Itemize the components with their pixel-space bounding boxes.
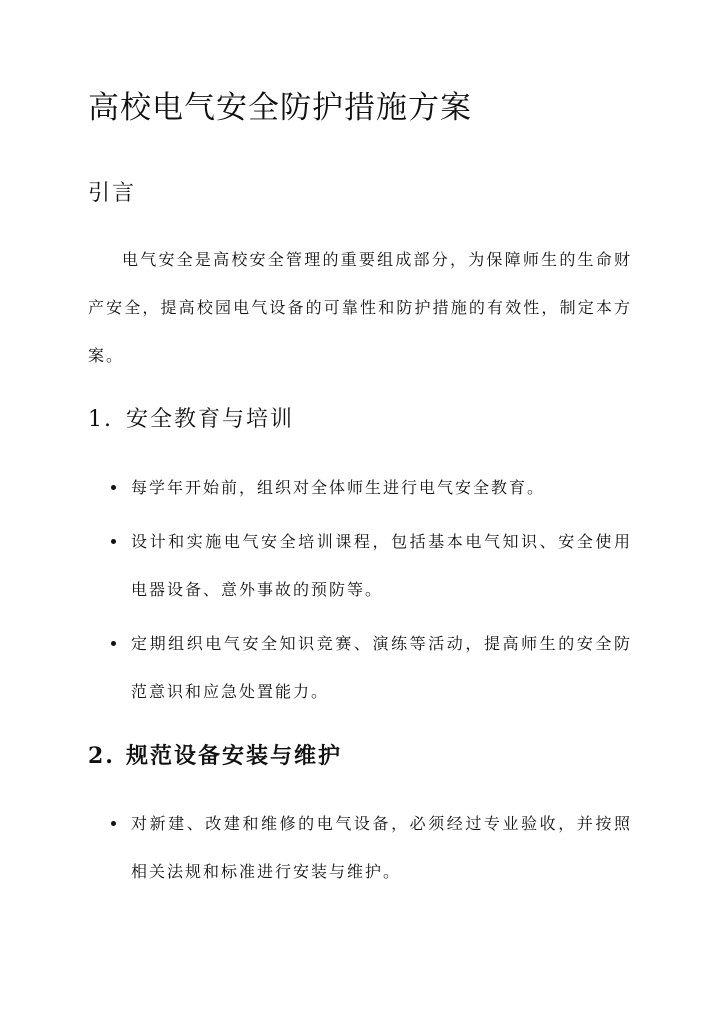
- section-1-title: [88, 404, 632, 436]
- bullet-icon: [111, 641, 116, 646]
- bullet-icon: [111, 821, 116, 826]
- list-item-text: 每学年开始前，组织对全体师生进行电气安全教育。: [131, 478, 546, 497]
- section-1-number: 1.: [88, 407, 113, 432]
- list-item: [88, 800, 632, 896]
- bullet-icon: [111, 485, 116, 490]
- section-2-list: [88, 800, 632, 896]
- intro-heading: 引言: [88, 181, 137, 206]
- section-1-list: [88, 464, 632, 716]
- section-1-title-text: 安全教育与培训: [126, 407, 295, 432]
- list-item: [88, 620, 632, 716]
- list-item-text: 设计和实施电气安全培训课程，包括基本电气知识、安全使用电器设备、意外事故的预防等。: [131, 532, 632, 599]
- document-title: 高校电气安全防护措施方案: [88, 90, 472, 126]
- list-item-text: 对新建、改建和维修的电气设备，必须经过专业验收，并按照相关法规和标准进行安装与维护。: [131, 814, 632, 881]
- section-2-number: 2.: [88, 743, 115, 769]
- list-item: [88, 518, 632, 614]
- list-item: [88, 464, 632, 512]
- section-2-title: [88, 740, 632, 772]
- intro-paragraph: 电气安全是高校安全管理的重要组成部分，为保障师生的生命财产安全，提高校园电气设备的可靠性和防护措施的有效性，制定本方案。: [88, 250, 632, 365]
- list-item-text: 定期组织电气安全知识竞赛、演练等活动，提高师生的安全防范意识和应急处置能力。: [131, 634, 632, 701]
- bullet-icon: [111, 539, 116, 544]
- section-2-title-text: 规范设备安装与维护: [126, 743, 343, 769]
